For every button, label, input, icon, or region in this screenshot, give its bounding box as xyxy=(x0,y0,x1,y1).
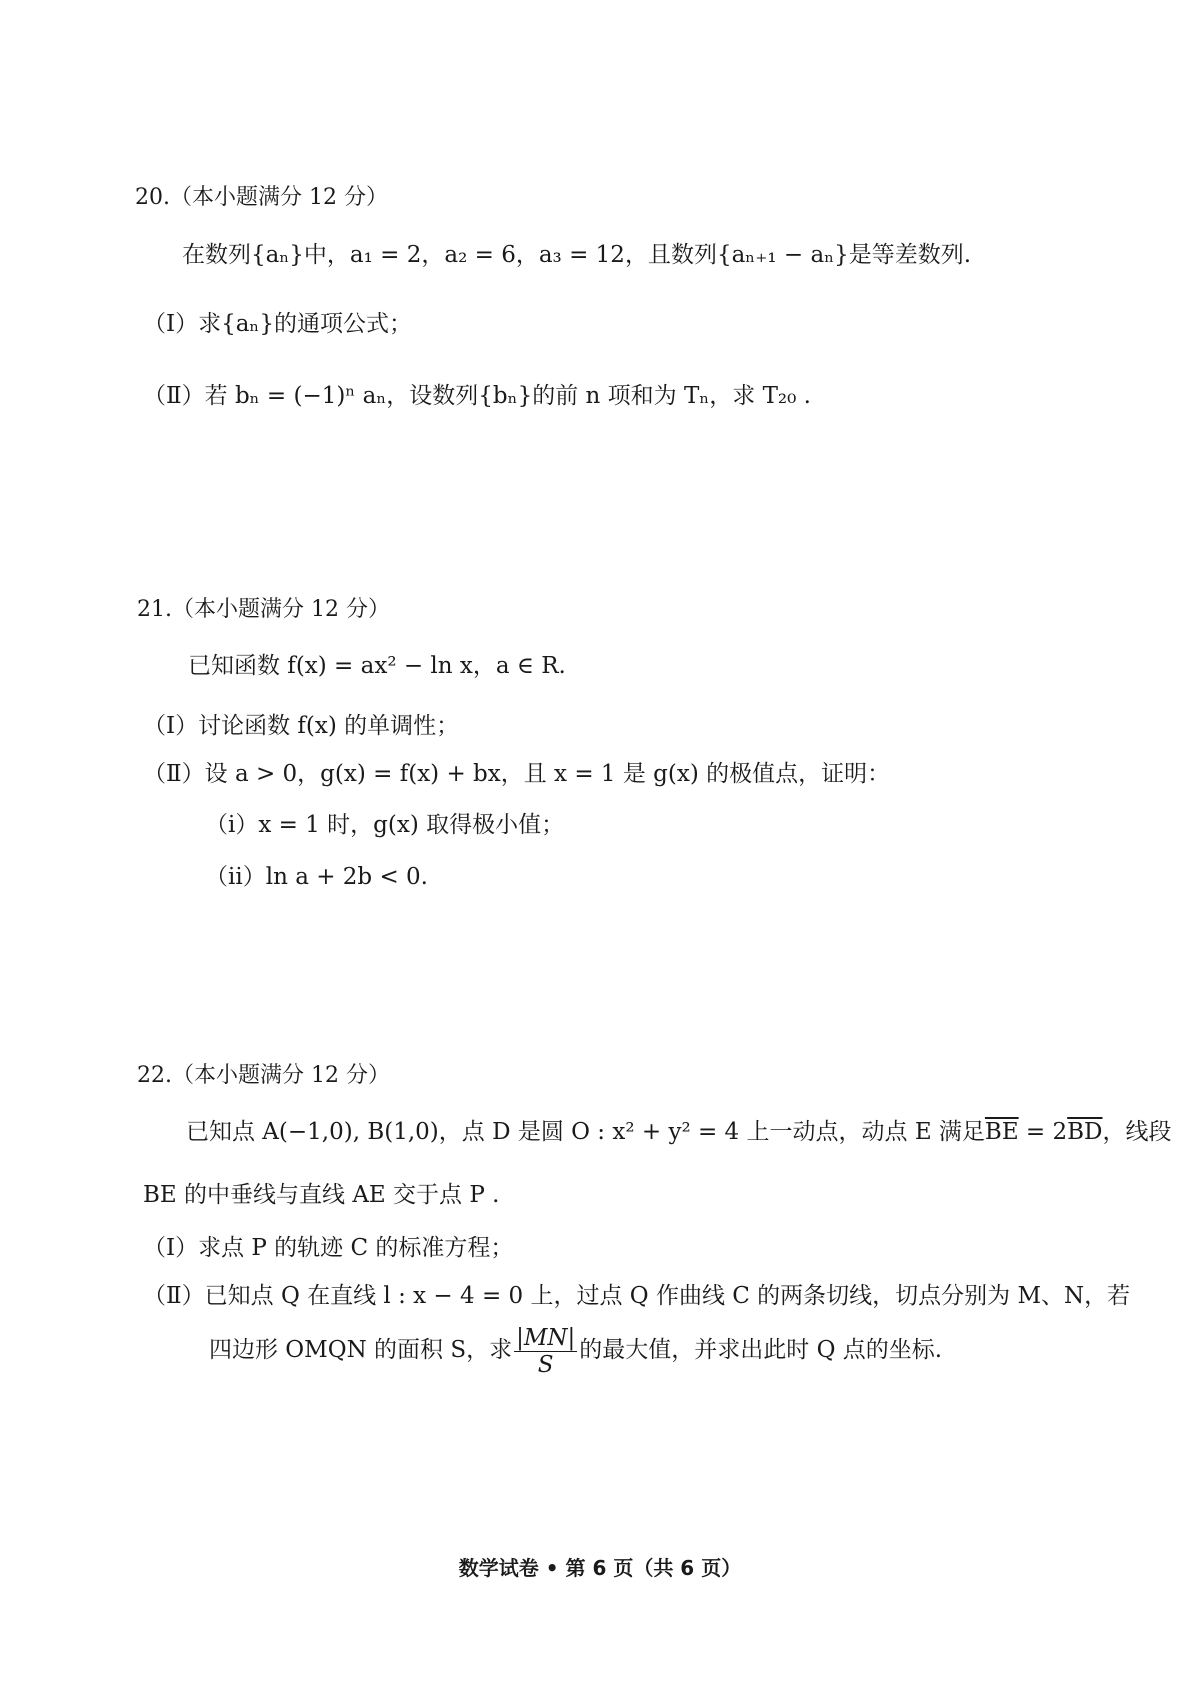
q21-stem: 已知函数 f(x) = ax² − ln x，a ∈ R. xyxy=(188,653,566,679)
q22-stem-eq: = 2 xyxy=(1018,1119,1068,1145)
q21-heading: 21.（本小题满分 12 分） xyxy=(137,597,390,622)
q22-fraction xyxy=(514,1325,577,1378)
q22-stem-line2: BE 的中垂线与直线 AE 交于点 P . xyxy=(143,1182,500,1208)
q21-part2: （Ⅱ）设 a > 0，g(x) = f(x) + bx，且 x = 1 是 g(x) 的极值点，证明： xyxy=(143,761,891,787)
q20-part2: （Ⅱ）若 bₙ = (−1)ⁿ aₙ，设数列{bₙ}的前 n 项和为 Tₙ，求 T₂₀ . xyxy=(143,383,811,409)
q21-sub2: （ii）ln a + 2b < 0. xyxy=(205,864,428,890)
q22-stem xyxy=(186,1117,1172,1147)
q22-stem-a: 已知点 A(−1,0), B(1,0)，点 D 是圆 O : x² + y² = 4 上一动点，动点 E 满足 xyxy=(186,1119,985,1145)
q22-part2b-post: 的最大值，并求出此时 Q 点的坐标. xyxy=(579,1337,943,1363)
q21-part1: （Ⅰ）讨论函数 f(x) 的单调性； xyxy=(143,713,460,739)
q22-part1: （Ⅰ）求点 P 的轨迹 C 的标准方程； xyxy=(143,1235,514,1261)
page-footer: 数学试卷 • 第 6 页（共 6 页） xyxy=(458,1556,742,1580)
q22-heading: 22.（本小题满分 12 分） xyxy=(137,1063,390,1088)
q22-part2b-pre: 四边形 OMQN 的面积 S，求 xyxy=(209,1337,513,1363)
q22-part2b xyxy=(209,1320,942,1380)
q22-vector-be: $\overline{BE}$ xyxy=(984,1119,1019,1145)
q22-stem-b: ，线段 xyxy=(1102,1119,1172,1145)
q22-part2: （Ⅱ）已知点 Q 在直线 l : x − 4 = 0 上，过点 Q 作曲线 C 的两条切线，切点分别为 M、N，若 xyxy=(143,1283,1131,1309)
q21-sub1: （i）x = 1 时，g(x) 取得极小值； xyxy=(205,812,565,838)
q22-vector-bd: $\overline{BD}$ xyxy=(1067,1119,1103,1145)
q22-frac-den: S xyxy=(537,1351,554,1378)
q20-heading: 20.（本小题满分 12 分） xyxy=(135,185,388,210)
q22-frac-num: |MN| xyxy=(516,1324,576,1351)
q20-part1: （Ⅰ）求{aₙ}的通项公式； xyxy=(143,311,413,337)
q20-stem: 在数列{aₙ}中，a₁ = 2，a₂ = 6，a₃ = 12，且数列{aₙ₊₁ − aₙ}是等差数列. xyxy=(182,242,972,268)
